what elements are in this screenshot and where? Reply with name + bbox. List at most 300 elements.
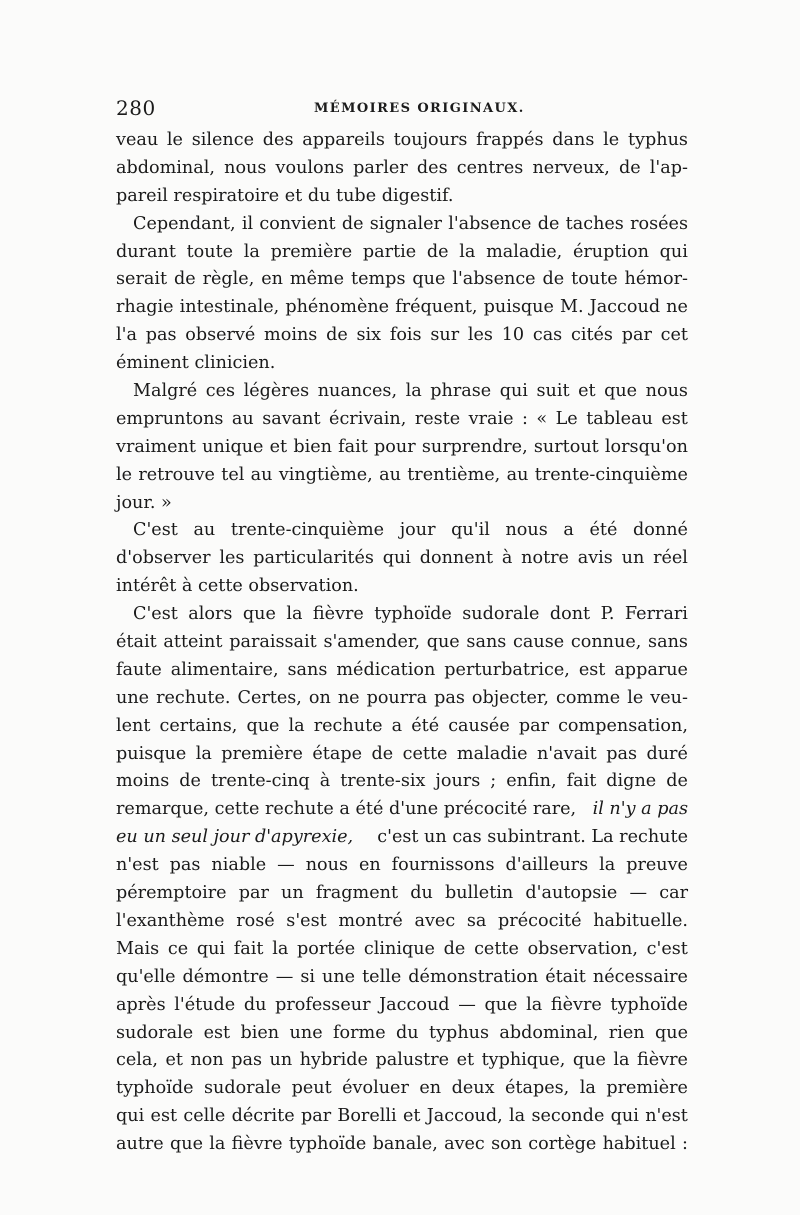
- word: alimentaire,: [170, 659, 279, 680]
- word: en: [358, 855, 381, 876]
- word: la: [509, 1106, 526, 1127]
- word: tel: [221, 464, 245, 485]
- word: veu-: [650, 687, 688, 708]
- word: :: [681, 1134, 688, 1155]
- word: Borelli: [337, 1106, 397, 1127]
- word: cités: [570, 325, 613, 346]
- word: du: [243, 994, 267, 1015]
- word: qui: [196, 938, 226, 959]
- word: suit: [536, 381, 570, 402]
- word: au: [193, 520, 216, 541]
- word: il: [241, 213, 254, 234]
- text-line: [116, 1020, 688, 1048]
- word: surprendre,: [421, 436, 528, 457]
- word: typhus: [429, 1022, 490, 1043]
- word: particularités: [253, 548, 374, 569]
- word: pas: [606, 743, 637, 764]
- word: cette: [474, 938, 519, 959]
- word: cortège: [528, 1134, 597, 1155]
- word: nerveux,: [532, 157, 610, 178]
- word: était: [545, 966, 586, 987]
- word: de: [371, 743, 394, 764]
- word: que: [484, 994, 518, 1015]
- word: niable: [211, 855, 267, 876]
- word: la: [599, 855, 616, 876]
- word: trente-cinquième: [230, 520, 385, 541]
- text-line: [116, 768, 688, 796]
- word: de: [666, 771, 688, 792]
- word: l'exanthème: [116, 910, 225, 931]
- word: la: [209, 1134, 226, 1155]
- word: l'a: [116, 325, 137, 346]
- word: habituel: [602, 1134, 676, 1155]
- word: la: [459, 241, 476, 262]
- word: la: [613, 1050, 630, 1071]
- word: c'est: [646, 938, 688, 959]
- word: phrase: [430, 381, 492, 402]
- word: sudorale: [462, 604, 540, 625]
- word: été: [411, 715, 440, 736]
- word: serait: [116, 269, 168, 290]
- word: celle: [183, 1106, 226, 1127]
- word: est: [578, 659, 606, 680]
- word: nous: [305, 855, 348, 876]
- word: Le: [555, 408, 578, 429]
- word: du: [410, 883, 433, 904]
- word: professeur: [275, 994, 371, 1015]
- word: taches: [565, 213, 624, 234]
- word: intestinale,: [179, 297, 280, 318]
- text-line: [116, 629, 688, 657]
- word: puisque: [116, 743, 187, 764]
- word: des: [416, 157, 448, 178]
- word: jours: [435, 771, 481, 792]
- word: dont: [549, 604, 591, 625]
- word: un: [621, 548, 645, 569]
- word: des: [262, 130, 294, 150]
- word: montré: [338, 910, 403, 931]
- word: M.: [559, 297, 584, 318]
- word: et: [269, 436, 288, 457]
- word: comme: [556, 687, 621, 708]
- word: C'est: [133, 520, 178, 541]
- word: vingtième,: [278, 464, 373, 485]
- word: clinique: [363, 938, 435, 959]
- word: puisque: [483, 297, 554, 318]
- text-line: [116, 294, 688, 322]
- word: d'autopsie: [525, 883, 618, 904]
- word: Jaccoud,: [426, 1106, 503, 1127]
- text-line: [116, 685, 688, 713]
- text-line: jour. »: [116, 492, 172, 513]
- word: cette: [402, 743, 448, 764]
- word: connue,: [570, 632, 642, 653]
- word: paraissait: [229, 632, 317, 653]
- word: bien: [240, 1022, 280, 1043]
- word: temps: [351, 269, 406, 290]
- word: trente-cinquième: [534, 464, 688, 485]
- word: par: [621, 325, 652, 346]
- text-line: [116, 211, 688, 239]
- word: veau: [116, 130, 159, 150]
- word: pas: [169, 855, 201, 876]
- word: convient: [259, 213, 336, 234]
- word: —: [275, 966, 294, 987]
- word: légères: [243, 381, 310, 402]
- word: voulons: [275, 157, 344, 178]
- word: de: [537, 213, 560, 234]
- word: forme: [333, 1022, 386, 1043]
- word: silence: [191, 130, 255, 150]
- word: fièvre: [231, 1134, 283, 1155]
- word: de: [618, 157, 641, 178]
- word: parler: [353, 157, 408, 178]
- word: avec: [444, 1134, 485, 1155]
- word: une: [322, 966, 356, 987]
- word: abdominal,: [499, 1022, 599, 1043]
- word: n'avait: [536, 743, 597, 764]
- word: enfin,: [506, 771, 557, 792]
- word: cet: [660, 325, 688, 346]
- word: règle,: [202, 269, 255, 290]
- word: faute: [116, 659, 162, 680]
- word: trente-six: [340, 771, 426, 792]
- word: a: [563, 520, 574, 541]
- word: rosé: [236, 910, 275, 931]
- word: nous: [505, 520, 548, 541]
- word: ne: [337, 687, 360, 708]
- word: banale,: [372, 1134, 438, 1155]
- word: et: [165, 1050, 183, 1071]
- word: peut: [291, 1078, 332, 1099]
- italic-segment: eu un seul jour d'apyrexie,: [116, 827, 354, 848]
- word: qui: [116, 1106, 145, 1127]
- word: est: [150, 1106, 178, 1127]
- word: que: [169, 1134, 203, 1155]
- word: Certes,: [237, 687, 302, 708]
- word: ces: [205, 381, 236, 402]
- word: toute: [571, 269, 618, 290]
- word: de: [179, 771, 201, 792]
- text-line: [116, 462, 688, 490]
- word: cause: [513, 632, 565, 653]
- text-line: [116, 127, 688, 155]
- word: que: [246, 715, 280, 736]
- word: ;: [490, 771, 497, 792]
- word: fièvre: [312, 604, 364, 625]
- word: par: [300, 1106, 332, 1127]
- word: étape: [312, 743, 363, 764]
- word: habituelle.: [593, 910, 688, 931]
- word: —: [629, 883, 648, 904]
- word: durant: [116, 241, 176, 262]
- word: par: [238, 883, 269, 904]
- word: démontre: [182, 966, 269, 987]
- word: démonstration: [408, 966, 539, 987]
- text-line: [116, 322, 688, 350]
- word: Cependant,: [133, 213, 236, 234]
- word: une: [116, 687, 150, 708]
- word: fréquent,: [395, 297, 478, 318]
- text-line: [116, 657, 688, 685]
- word: compensation,: [558, 715, 688, 736]
- word: toute: [186, 241, 234, 262]
- word: la: [405, 381, 422, 402]
- word: six: [356, 325, 382, 346]
- word: a: [391, 715, 403, 736]
- word: hybride: [299, 1050, 368, 1071]
- word: pour: [374, 436, 416, 457]
- word: nécessaire: [592, 966, 688, 987]
- word: toujours: [393, 130, 468, 150]
- word: fait: [338, 436, 368, 457]
- word: le: [627, 687, 644, 708]
- word: écrivain,: [329, 408, 407, 429]
- word: réel: [653, 548, 688, 569]
- word: partie: [362, 241, 417, 262]
- word: que: [604, 381, 638, 402]
- word: fait: [233, 938, 264, 959]
- text-line: [116, 601, 688, 629]
- word: jour: [399, 520, 436, 541]
- word: que: [572, 1050, 606, 1071]
- word: au: [506, 464, 529, 485]
- word: l'ap-: [649, 157, 688, 178]
- word: le: [603, 130, 620, 150]
- word: de: [341, 213, 364, 234]
- word: typhoïde: [374, 604, 452, 625]
- word: si: [300, 966, 315, 987]
- word: bulletin: [444, 883, 514, 904]
- text-line: [116, 713, 688, 741]
- word: nuances,: [317, 381, 398, 402]
- text-line: [116, 434, 688, 462]
- word: Malgré: [133, 381, 198, 402]
- text-line: [116, 266, 688, 294]
- word: de: [542, 269, 565, 290]
- word: C'est: [133, 604, 178, 625]
- word: hémor-: [624, 269, 688, 290]
- word: empruntons: [116, 408, 224, 429]
- word: pas: [231, 1050, 263, 1071]
- word: non: [190, 1050, 224, 1071]
- word: la: [272, 938, 289, 959]
- text-line-mixed: [116, 796, 688, 824]
- word: la: [286, 604, 303, 625]
- word: été: [589, 520, 618, 541]
- word: que: [412, 269, 446, 290]
- word: signaler: [369, 213, 442, 234]
- word: qu'elle: [116, 966, 176, 987]
- word: qu'il: [451, 520, 490, 541]
- word: la: [526, 994, 543, 1015]
- word: lorsqu'on: [604, 436, 688, 457]
- word: et: [578, 381, 596, 402]
- word: médication: [336, 659, 436, 680]
- word: en: [261, 269, 283, 290]
- word: en: [419, 1078, 442, 1099]
- word: première: [270, 241, 353, 262]
- text-line: [116, 1103, 688, 1131]
- word: de: [326, 325, 348, 346]
- word: —: [458, 994, 476, 1015]
- word: éruption: [572, 241, 649, 262]
- text-line: [116, 908, 688, 936]
- word: maladie: [456, 743, 528, 764]
- word: première: [606, 1078, 688, 1099]
- word: la: [288, 715, 305, 736]
- word: autre: [116, 1134, 164, 1155]
- word: deux: [451, 1078, 495, 1099]
- word: étapes,: [504, 1078, 570, 1099]
- word: atteint: [163, 632, 223, 653]
- word: sans: [466, 632, 507, 653]
- word: les: [467, 325, 493, 346]
- word: notre: [521, 548, 569, 569]
- word: alors: [188, 604, 233, 625]
- running-head: MÉMOIRES ORIGINAUX.: [314, 101, 525, 116]
- text-line: [116, 880, 688, 908]
- word: pas: [145, 325, 177, 346]
- word: du: [396, 1022, 419, 1043]
- word: typhoïde: [116, 1078, 194, 1099]
- text-line: éminent clinicien.: [116, 353, 276, 374]
- word: nous: [645, 381, 688, 402]
- word: que: [426, 632, 460, 653]
- word: évoluer: [342, 1078, 409, 1099]
- word: vraiment: [116, 436, 196, 457]
- word: d'observer: [116, 548, 211, 569]
- word: reste: [414, 408, 461, 429]
- text-line: pareil respiratoire et du tube digestif.: [116, 185, 454, 206]
- word: même: [289, 269, 345, 290]
- word: que: [242, 604, 276, 625]
- word: le: [116, 464, 133, 485]
- page-header: [116, 96, 686, 126]
- word: cas: [532, 325, 563, 346]
- word: lent: [116, 715, 151, 736]
- word: tableau: [586, 408, 653, 429]
- word: typhus: [627, 130, 688, 150]
- word: observation,: [527, 938, 638, 959]
- word: qui: [659, 241, 688, 262]
- word: un: [269, 1050, 293, 1071]
- word: observé: [185, 325, 256, 346]
- word: seconde: [531, 1106, 605, 1127]
- word: moins: [264, 325, 318, 346]
- word: perturbatrice,: [444, 659, 570, 680]
- text-line: [116, 517, 688, 545]
- word: que: [654, 1022, 688, 1043]
- word: Mais: [116, 938, 160, 959]
- word: trente-cinq: [210, 771, 310, 792]
- word: surtout: [533, 436, 599, 457]
- word: l'absence: [448, 213, 532, 234]
- word: preuve: [626, 855, 688, 876]
- word: est: [203, 1022, 231, 1043]
- word: l'étude: [174, 994, 236, 1015]
- word: donnent: [419, 548, 494, 569]
- word: qui: [382, 548, 411, 569]
- word: centres: [456, 157, 524, 178]
- text-line: [116, 545, 688, 573]
- text-segment: c'est un cas subintrant. La rechute: [377, 827, 688, 848]
- word: par: [518, 715, 549, 736]
- word: phénomène: [285, 297, 390, 318]
- word: sans: [287, 659, 328, 680]
- word: fournissons: [391, 855, 495, 876]
- word: frappés: [476, 130, 544, 150]
- text-segment: remarque, cette rechute a été d'une précocité rare,: [116, 799, 577, 820]
- word: à: [319, 771, 331, 792]
- word: savant: [262, 408, 321, 429]
- word: apparue: [614, 659, 688, 680]
- word: abdominal,: [116, 157, 215, 178]
- word: typhoïde: [610, 994, 688, 1015]
- word: typhique,: [481, 1050, 566, 1071]
- text-line: intérêt à cette observation.: [116, 576, 359, 597]
- word: sudorale: [203, 1078, 282, 1099]
- word: au: [231, 408, 254, 429]
- word: l'absence: [452, 269, 536, 290]
- text-line: [116, 992, 688, 1020]
- word: sa: [466, 910, 487, 931]
- word: vraie: [468, 408, 514, 429]
- word: qui: [610, 1106, 639, 1127]
- word: digne: [606, 771, 657, 792]
- word: était: [116, 632, 157, 653]
- word: d'ailleurs: [505, 855, 589, 876]
- word: fait: [566, 771, 597, 792]
- word: :: [521, 408, 528, 429]
- word: rechute: [313, 715, 383, 736]
- text-line: [116, 1047, 688, 1075]
- word: avis: [577, 548, 613, 569]
- word: péremptoire: [116, 883, 227, 904]
- word: 10: [501, 325, 525, 346]
- body-text: [116, 127, 688, 1159]
- word: objecter,: [471, 687, 549, 708]
- word: sans: [648, 632, 688, 653]
- word: au: [379, 464, 401, 485]
- text-line: [116, 1075, 688, 1103]
- word: rechute.: [156, 687, 231, 708]
- word: de: [443, 938, 466, 959]
- word: le: [166, 130, 183, 150]
- word: rhagie: [116, 297, 174, 318]
- word: qui: [499, 381, 528, 402]
- word: trentième,: [407, 464, 501, 485]
- word: pourra: [366, 687, 428, 708]
- word: la: [243, 241, 260, 262]
- word: bien: [293, 436, 332, 457]
- word: typhoïde: [288, 1134, 367, 1155]
- text-line: [116, 378, 688, 406]
- text-line: [116, 1131, 688, 1159]
- word: sudorale: [116, 1022, 194, 1043]
- word: car: [659, 883, 688, 904]
- word: n'est: [116, 855, 159, 876]
- text-line: [116, 852, 688, 880]
- word: certains,: [159, 715, 238, 736]
- text-line: [116, 936, 688, 964]
- text-line-mixed: [116, 824, 688, 852]
- word: est: [661, 408, 688, 429]
- word: fièvre: [550, 994, 602, 1015]
- word: rosées: [630, 213, 688, 234]
- word: maladie,: [486, 241, 563, 262]
- word: nous: [224, 157, 267, 178]
